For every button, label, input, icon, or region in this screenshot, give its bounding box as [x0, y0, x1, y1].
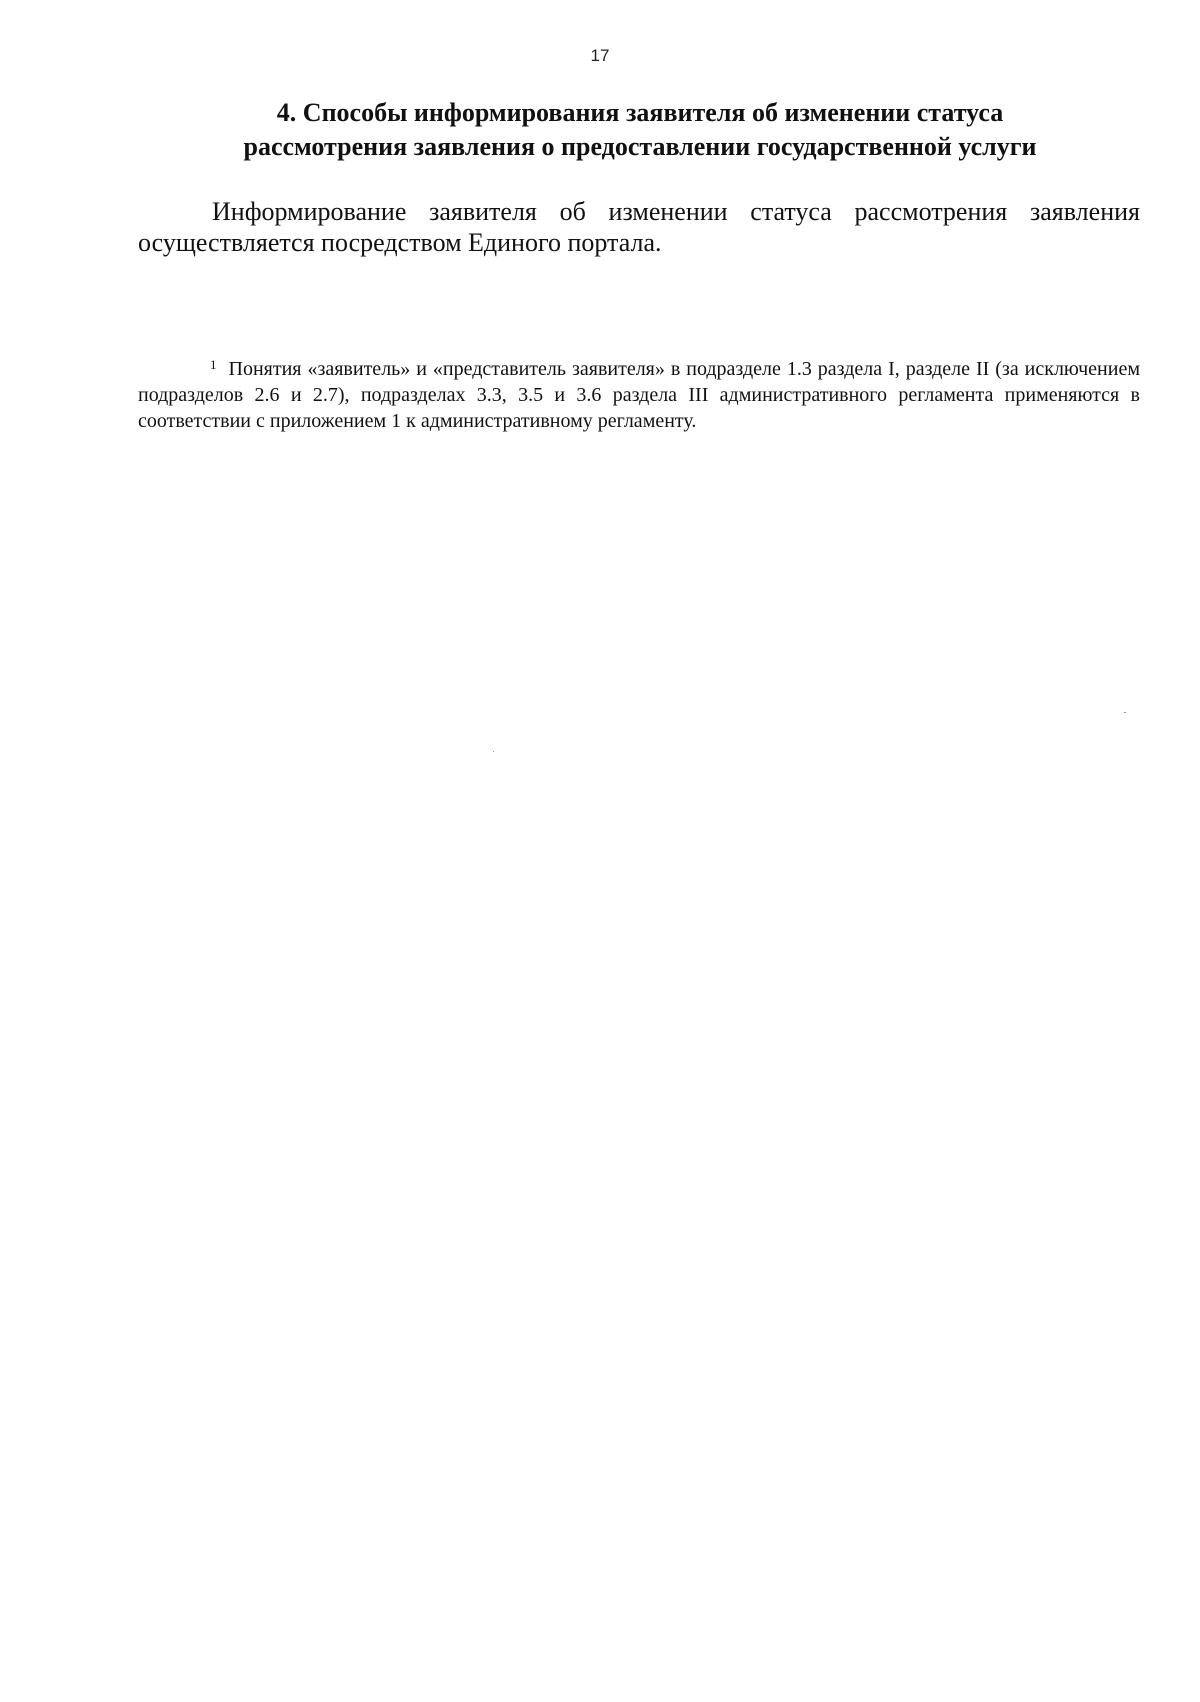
body-paragraph: Информирование заявителя об изменении статуса рассмотрения заявления осуществляется посредством Единого портала.	[138, 197, 1140, 257]
scan-speck	[493, 751, 494, 752]
section-heading-line-1: 4. Способы информирования заявителя об изменении статуса	[276, 98, 1004, 127]
footnote-marker: 1	[210, 357, 217, 372]
footnote	[138, 356, 1140, 434]
section-heading	[140, 96, 1140, 164]
scan-speck	[1124, 712, 1126, 713]
section-heading-line-2: рассмотрения заявления о предоставлении государственной услуги	[243, 132, 1037, 161]
footnote-text: Понятия «заявитель» и «представитель заявителя» в подразделе 1.3 раздела I, разделе II (за исключением подразделов 2.6 и 2.7), подразделах 3.3, 3.5 и 3.6 раздела III административного регламента применяются в соответствии с приложением 1 к административному регламенту.	[138, 358, 1140, 432]
page-number: 17	[590, 46, 610, 65]
